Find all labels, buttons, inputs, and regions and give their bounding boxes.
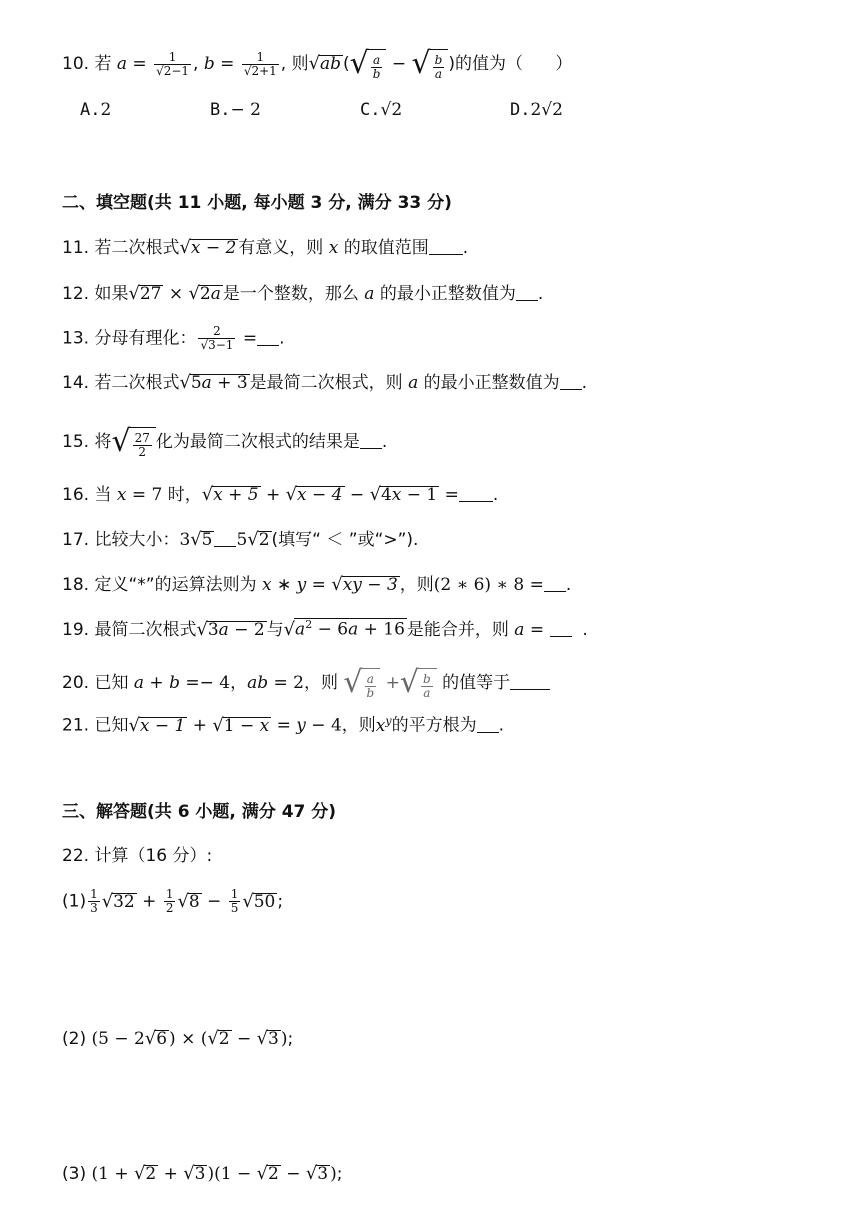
question-18: 18. 定义“*”的运算法则为 x ∗ y = √xy − 3 ，则(2 ∗ 6) ∗ 8 = .: [62, 574, 572, 595]
fraction: $\frac{1}{√2+1}$: [243, 49, 277, 78]
answer-blank[interactable]: [544, 573, 566, 592]
answer-blank[interactable]: [214, 528, 236, 547]
sqrt-expression: √ $\frac{a}{b}$: [350, 44, 387, 84]
question-10: 10. 若 a = $\frac{1}{√2-1}$ , b = $\frac{1}{√2+1}$ , 则√ab ( √ $\frac{a}{b}$ − √ $\frac{b}{a}$ )的值为（ ）: [62, 44, 572, 84]
question-16: 16. 当 x = 7 时，√x + 5 + √x − 4 − √4x − 1 = .: [62, 484, 499, 505]
question-20: 20. 已知 a + b =− 4，ab = 2，则 √ $\frac{a}{b}$ + √ $\frac{b}{a}$ 的值等于: [62, 663, 550, 703]
question-number: 10.: [62, 54, 90, 74]
question-14: 14. 若二次根式√5a + 3 是最简二次根式，则 a 的最小正整数值为 .: [62, 372, 588, 393]
sqrt-expression: √ab: [308, 53, 342, 74]
answer-blank[interactable]: [360, 430, 382, 449]
answer-blank[interactable]: [510, 671, 550, 690]
question-21: 21. 已知√x − 1 + √1 − x = y − 4，则$x^y$的平方根为 .: [62, 714, 504, 736]
fraction: $\frac{1}{√2-1}$: [156, 49, 190, 78]
question-22-part-2: (2) (5 − 2√6 ) × (√2 − √3 );: [62, 1028, 294, 1049]
answer-blank[interactable]: [477, 714, 499, 733]
question-22-part-1: (1) $\frac{1}{3}$ √32 + $\frac{1}{2}$ √8 − $\frac{1}{5}$ √50 ;: [62, 887, 284, 915]
section-heading: 三、解答题(共 6 小题, 满分 47 分): [62, 802, 337, 822]
question-11: 11. 若二次根式√x − 2 有意义，则 x 的取值范围 .: [62, 237, 469, 258]
question-22-title: 22. 计算（16 分）:: [62, 846, 213, 866]
question-19: 19. 最简二次根式√3a − 2 与$√a^2 - 6a + 16$ 是能合并，则 a = .: [62, 618, 588, 640]
answer-blank[interactable]: [516, 282, 538, 301]
answer-blank[interactable]: [257, 327, 279, 346]
answer-blank[interactable]: [429, 236, 463, 255]
option-a[interactable]: A.2: [80, 100, 112, 120]
option-c[interactable]: C.√2: [360, 100, 403, 120]
question-17: 17. 比较大小：3√5 5√2 (填写“ ＜ ”或“>”).: [62, 529, 419, 550]
question-13: 13. 分母有理化： $\frac{2}{√3-1}$ = .: [62, 324, 285, 352]
option-d[interactable]: D.2√2: [510, 100, 563, 120]
sqrt-expression: √ $\frac{b}{a}$: [412, 44, 449, 84]
section-heading: 二、填空题(共 11 小题, 每小题 3 分, 满分 33 分): [62, 193, 452, 213]
question-22-part-3: (3) (1 + √2 + √3 )(1 − √2 − √3 );: [62, 1163, 343, 1184]
question-12: 12. 如果√27 × √2a 是一个整数，那么 a 的最小正整数值为 .: [62, 283, 544, 304]
answer-blank[interactable]: [550, 618, 572, 637]
answer-blank[interactable]: [459, 483, 493, 502]
option-b[interactable]: B.− 2: [210, 100, 261, 120]
answer-blank[interactable]: [560, 371, 582, 390]
question-15: 15. 将 √ $\frac{27}{2}$ 化为最简二次根式的结果是 .: [62, 422, 387, 462]
